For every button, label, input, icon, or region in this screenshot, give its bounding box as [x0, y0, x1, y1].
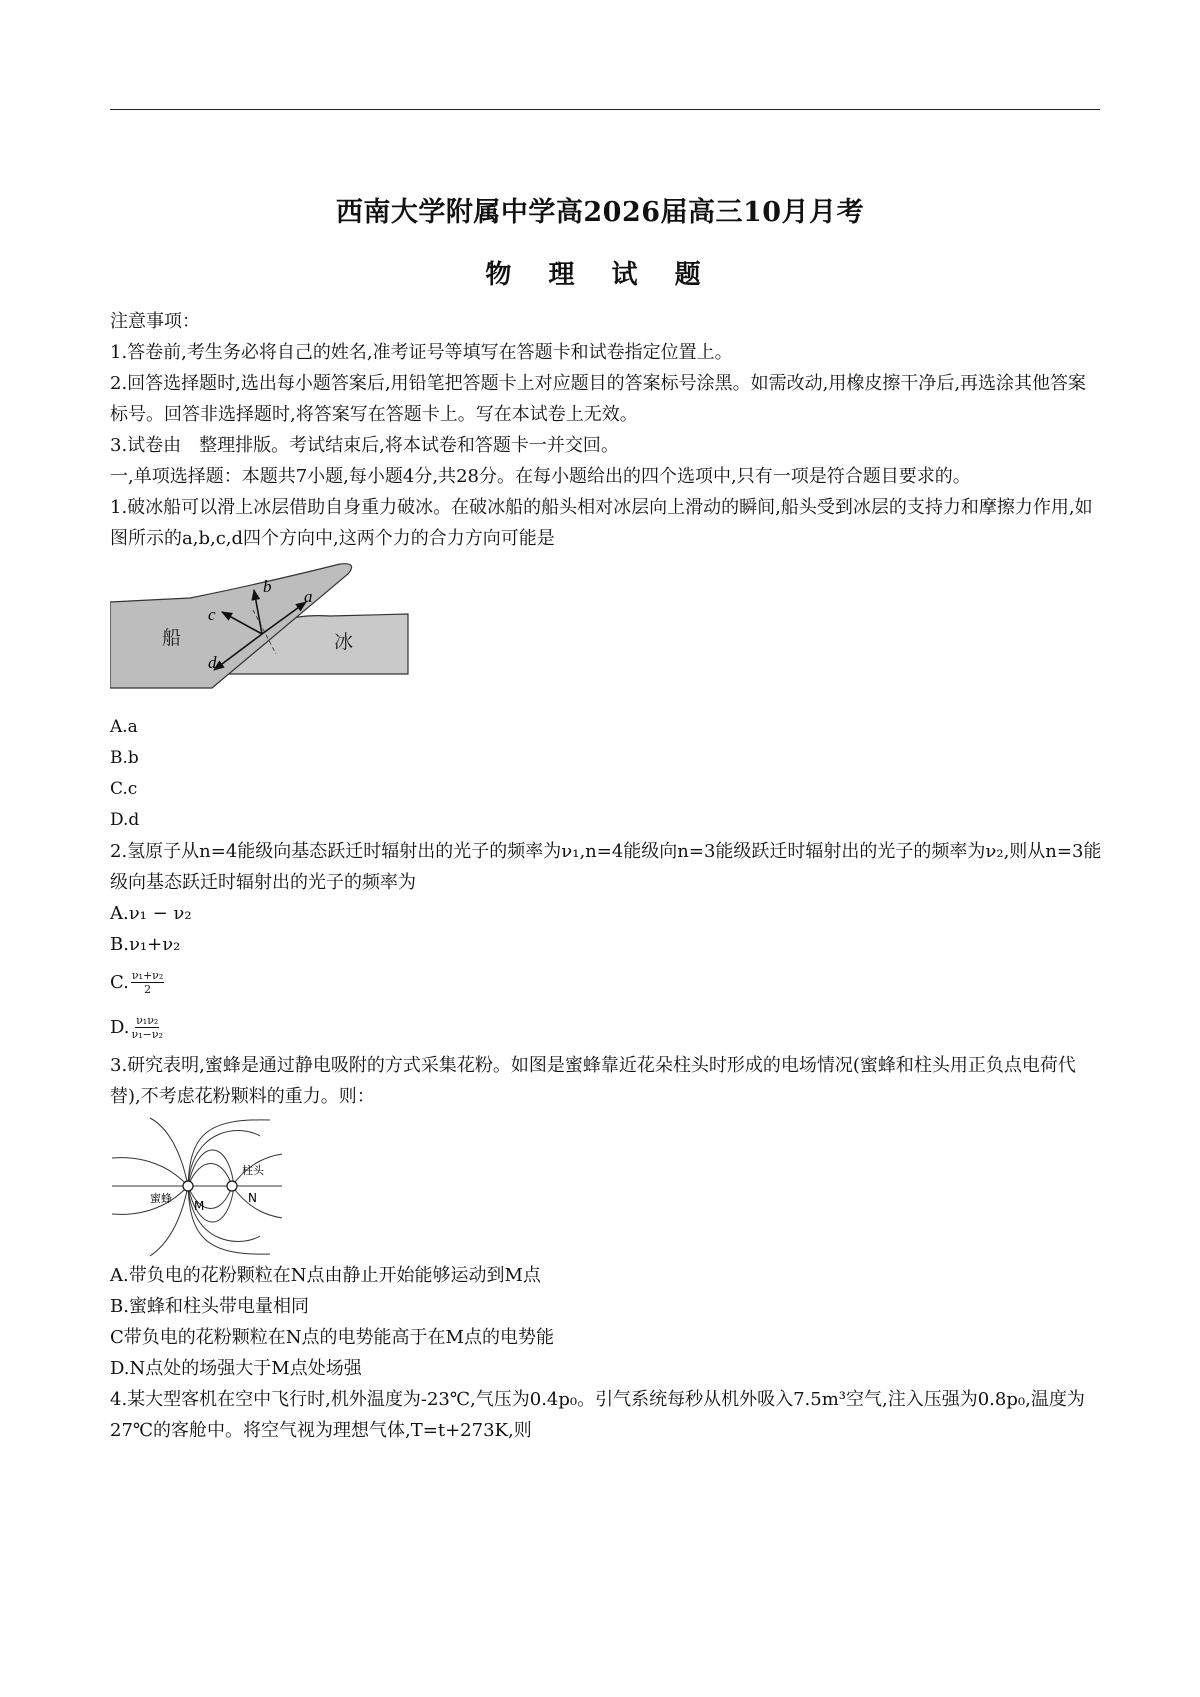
q2-option-b: B.ν₁+ν₂: [110, 934, 181, 955]
label-b: b: [263, 577, 272, 596]
label-c: c: [208, 605, 216, 624]
q1-option-b: B.b: [110, 748, 139, 768]
q2-option-c: [110, 960, 1102, 1004]
q3-option-b: B.蜜蜂和柱头带电量相同: [110, 1296, 309, 1317]
q2-option-c-numerator: ν₁+ν₂: [131, 968, 164, 982]
q2-option-c-fraction: [131, 969, 164, 996]
notice-item-1: 1.答卷前,考生务必将自己的姓名,准考证号等填写在答题卡和试卷指定位置上。: [110, 342, 733, 363]
q2-option-c-prefix: C.: [110, 971, 129, 993]
top-rule: [110, 109, 1100, 110]
exam-title: 西南大学附属中学高2026届高三10月月考: [335, 197, 865, 228]
q3-option-a: A.带负电的花粉颗粒在N点由静止开始能够运动到M点: [110, 1265, 541, 1286]
q2-option-c-denominator: 2: [144, 982, 152, 996]
q1-option-c: C.c: [110, 779, 138, 799]
q2-option-d-fraction: [132, 1014, 163, 1041]
q2-option-a: A.ν₁ − ν₂: [110, 903, 192, 924]
q2-option-d-prefix: D.: [110, 1016, 130, 1038]
notice-item-3: 3.试卷由 整理排版。考试结束后,将本试卷和答题卡一并交回。: [110, 435, 619, 456]
label-d: d: [208, 653, 217, 672]
label-bee: 蜜蜂: [150, 1192, 172, 1205]
q3-option-c: C带负电的花粉颗粒在N点的电势能高于在M点的电势能: [110, 1327, 554, 1348]
q3-option-d: D.N点处的场强大于M点处场强: [110, 1358, 362, 1379]
label-stigma: 柱头: [242, 1164, 264, 1177]
q1-icebreaker-figure: [110, 562, 410, 710]
label-a: a: [304, 587, 313, 606]
notice-heading: 注意事项：: [110, 311, 200, 332]
q3-stem: 3.研究表明,蜜蜂是通过静电吸附的方式采集花粉。如图是蜜蜂靠近花朵柱头时形成的电场情况(蜜蜂和柱头用正负点电荷代替),不考虑花粉颗料的重力。则：: [110, 1055, 1076, 1107]
q2-option-d-numerator: ν₁ν₂: [136, 1013, 159, 1027]
q2-option-d-denominator: ν₁−ν₂: [131, 1027, 163, 1041]
q1-option-d: D.d: [110, 810, 140, 830]
label-n: N: [248, 1191, 257, 1205]
bee-charge: [183, 1181, 193, 1191]
q2-option-d: [110, 1004, 1102, 1050]
subject-title: 物 理 试 题: [485, 260, 715, 290]
q2-stem: 2.氢原子从n=4能级向基态跃迁时辐射出的光子的频率为ν₁,n=4能级向n=3能级跃迁时辐射出的光子的频率为ν₂,则从n=3能级向基态跃迁时辐射出的光子的频率为: [110, 841, 1102, 893]
q1-stem: 1.破冰船可以滑上冰层借助自身重力破冰。在破冰船的船头相对冰层向上滑动的瞬间,船头受到冰层的支持力和摩擦力作用,如图所示的a,b,c,d四个方向中,这两个力的合力方向可能是: [110, 497, 1093, 549]
q4-stem: 4.某大型客机在空中飞行时,机外温度为-23℃,气压为0.4p₀。引气系统每秒从机外吸入7.5m³空气,注入压强为0.8p₀,温度为27℃的客舱中。将空气视为理想气体,T=t+273K,则: [110, 1389, 1085, 1441]
q1-option-a: A.a: [110, 717, 138, 737]
label-ice: 冰: [334, 631, 354, 653]
stigma-charge: [227, 1181, 237, 1191]
exam-body: [110, 306, 1102, 1446]
notice-item-2: 2.回答选择题时,选出每小题答案后,用铅笔把答题卡上对应题目的答案标号涂黑。如需改动,用橡皮擦干净后,再选涂其他答案标号。回答非选择题时,将答案写在答题卡上。写在本试卷上无效。: [110, 373, 1087, 425]
section-heading: 一,单项选择题：本题共7小题,每小题4分,共28分。在每小题给出的四个选项中,只有一项是符合题目要求的。: [110, 466, 971, 487]
q3-field-lines-figure: [110, 1116, 285, 1258]
label-m: M: [194, 1199, 205, 1213]
label-ship: 船: [162, 627, 182, 649]
